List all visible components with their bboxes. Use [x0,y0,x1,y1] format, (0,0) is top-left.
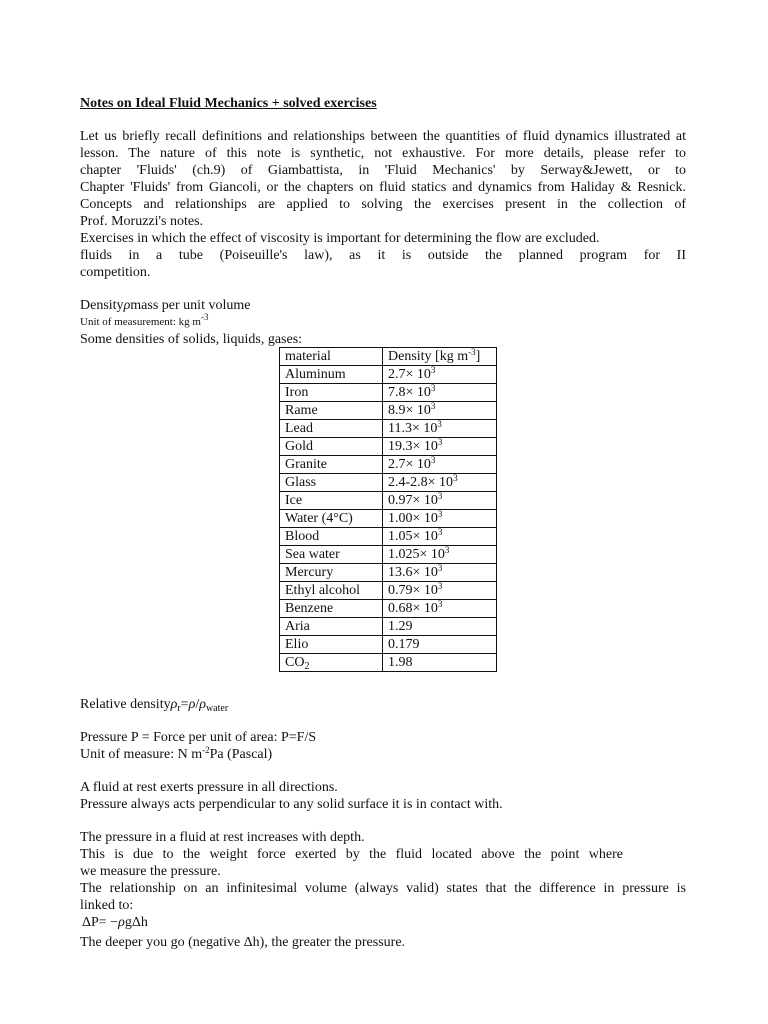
intro-line-6: Prof. Moruzzi's notes. [80,214,204,229]
material-cell [280,636,383,654]
density-cell [383,474,497,492]
density-exponent: 3 [430,382,436,393]
depth-line-1: The pressure in a fluid at rest increases with depth. [80,830,365,845]
material-name: Ethyl alcohol [285,582,361,598]
intro-line-9: competition. [80,265,151,280]
table-row [280,582,497,600]
density-exponent: 3 [437,562,443,573]
header-density [383,348,497,366]
material-subscript: 2 [304,660,310,672]
density-unit-exponent: -3 [200,312,209,322]
density-exponent: 3 [430,454,436,465]
material-name: Benzene [285,600,334,616]
density-exponent: 3 [437,436,443,447]
density-exponent: 3 [437,508,443,519]
table-row [280,420,497,438]
density-exponent: 3 [437,526,443,537]
header-density-exponent: -3 [468,346,476,357]
relative-density-label: Relative density [80,697,171,712]
density-value: 13.6× 10 [388,564,438,580]
density-symbol: ρ [123,298,131,313]
pressure-unit-exponent: -2 [202,745,210,755]
density-value: 11.3× 10 [388,420,438,436]
density-unit-label: Unit of measurement: kg m [80,316,201,328]
relative-density-equals: = [180,697,189,712]
material-cell [280,384,383,402]
density-cell [383,528,497,546]
density-cell [383,546,497,564]
density-value: 1.00× 10 [388,510,438,526]
density-cell [383,636,497,654]
table-row [280,564,497,582]
intro-line-7: Exercises in which the effect of viscosity is important for determining the flow are excluded. [80,231,600,246]
density-cell [383,456,497,474]
material-name: Elio [285,636,309,652]
density-value: 7.8× 10 [388,384,431,400]
pressure-definition: Pressure P = Force per unit of area: P=F/S [80,730,317,745]
relative-density-rho-2: ρ [188,697,196,712]
material-cell [280,510,383,528]
density-cell [383,420,497,438]
density-unit [80,314,208,331]
relative-density-line [80,696,228,713]
table-row [280,384,497,402]
depth-line-2: This is due to the weight force exerted by the fluid located above the point where [80,847,623,862]
rest-line-1: A fluid at rest exerts pressure in all directions. [80,780,338,795]
density-cell [383,402,497,420]
table-row [280,600,497,618]
relative-density-rho: ρ [170,697,178,712]
table-intro: Some densities of solids, liquids, gases: [80,332,303,347]
density-cell [383,510,497,528]
density-definition-text: mass per unit volume [130,298,251,313]
relative-density-rho-3: ρ [199,697,206,712]
material-name: Glass [285,474,317,490]
table-row [280,654,497,672]
density-value: 1.98 [388,654,413,670]
material-cell [280,438,383,456]
density-cell [383,582,497,600]
header-density-close: ] [475,348,481,364]
pressure-formula [82,914,148,931]
table-row [280,456,497,474]
density-label: Density [80,298,124,313]
formula-part-b: gΔh [124,915,148,930]
depth-line-3: we measure the pressure. [80,864,221,879]
density-cell [383,618,497,636]
density-exponent: 3 [437,418,442,429]
density-cell [383,492,497,510]
material-cell [280,402,383,420]
material-cell [280,600,383,618]
table-row [280,546,497,564]
pressure-unit [80,746,272,763]
relative-density-water-subscript: water [205,703,229,714]
density-cell [383,384,497,402]
material-cell [280,618,383,636]
material-name: Granite [285,456,327,472]
relative-density-r-subscript: r [177,703,181,714]
material-name: Rame [285,402,318,418]
intro-line-8: fluids in a tube (Poiseuille's law), as it is outside the planned program for II [80,248,686,263]
material-cell [280,474,383,492]
relative-density-slash: / [195,697,200,712]
density-value: 0.179 [388,636,420,652]
formula-rho: ρ [118,915,125,930]
density-value: 19.3× 10 [388,438,438,454]
depth-line-6: The deeper you go (negative Δh), the greater the pressure. [80,935,406,950]
material-cell [280,528,383,546]
intro-line-2: lesson. The nature of this note is synthetic, not exhaustive. For more details, please refer to [80,146,686,161]
density-value: 2.4-2.8× 10 [388,474,454,490]
intro-line-5: Concepts and relationships are applied to solving the exercises present in the collection of [80,197,686,212]
rest-line-2: Pressure always acts perpendicular to any solid surface it is in contact with. [80,797,503,812]
density-exponent: 3 [437,598,443,609]
density-table-body [280,366,497,672]
table-row [280,510,497,528]
table-row [280,618,497,636]
formula-part-a: ΔP= − [82,915,119,930]
table-row [280,528,497,546]
material-name: Aria [285,618,310,634]
material-cell [280,546,383,564]
density-exponent: 3 [437,490,443,501]
material-cell [280,564,383,582]
depth-line-5: linked to: [80,898,134,913]
density-definition [80,297,250,314]
material-cell [280,654,383,672]
density-cell [383,600,497,618]
density-cell [383,564,497,582]
table-header-row [280,348,497,366]
material-name: Blood [285,528,320,544]
material-cell [280,456,383,474]
material-name: Gold [285,438,313,454]
density-exponent: 3 [453,472,458,483]
material-cell [280,366,383,384]
density-exponent: 3 [430,400,436,411]
density-table [279,347,497,672]
material-name: Aluminum [285,366,346,382]
table-row [280,438,497,456]
intro-line-4: Chapter 'Fluids' from Giancoli, or the chapters on fluid statics and dynamics from Haliday & Resnick. [80,180,686,195]
density-exponent: 3 [430,364,436,375]
table-row [280,492,497,510]
density-value: 8.9× 10 [388,402,431,418]
density-exponent: 3 [437,580,443,591]
intro-line-3: chapter 'Fluids' (ch.9) of Giambattista, in 'Fluid Mechanics' by Serway&Jewett, or to [80,163,686,178]
density-value: 0.79× 10 [388,582,438,598]
density-value: 0.68× 10 [388,600,438,616]
header-density-label: Density [kg m [388,348,469,364]
intro-line-1: Let us briefly recall definitions and relationships between the quantities of fluid dynamics illustrated at [80,129,686,144]
document-title: Notes on Ideal Fluid Mechanics + solved exercises [80,96,377,111]
material-cell [280,582,383,600]
depth-line-4: The relationship on an infinitesimal volume (always valid) states that the difference in pressure is [80,881,686,896]
material-name: Lead [285,420,313,436]
density-exponent: 3 [444,544,450,555]
material-name: Ice [285,492,303,508]
material-name: Iron [285,384,309,400]
density-value: 1.025× 10 [388,546,445,562]
density-value: 1.05× 10 [388,528,438,544]
material-cell [280,420,383,438]
material-cell [280,492,383,510]
material-name: CO [285,654,305,670]
table-row [280,402,497,420]
material-name: Water (4°C) [285,510,353,526]
table-row [280,636,497,654]
density-cell [383,366,497,384]
density-value: 1.29 [388,618,413,634]
density-cell [383,654,497,672]
table-row [280,474,497,492]
density-value: 2.7× 10 [388,456,431,472]
material-name: Mercury [285,564,334,580]
density-value: 2.7× 10 [388,366,431,382]
density-cell [383,438,497,456]
table-row [280,366,497,384]
material-name: Sea water [285,546,340,562]
density-value: 0.97× 10 [388,492,438,508]
header-material: material [280,348,383,366]
pressure-unit-label: Unit of measure: N m [80,747,203,762]
pressure-unit-pascal: Pa (Pascal) [209,747,273,762]
